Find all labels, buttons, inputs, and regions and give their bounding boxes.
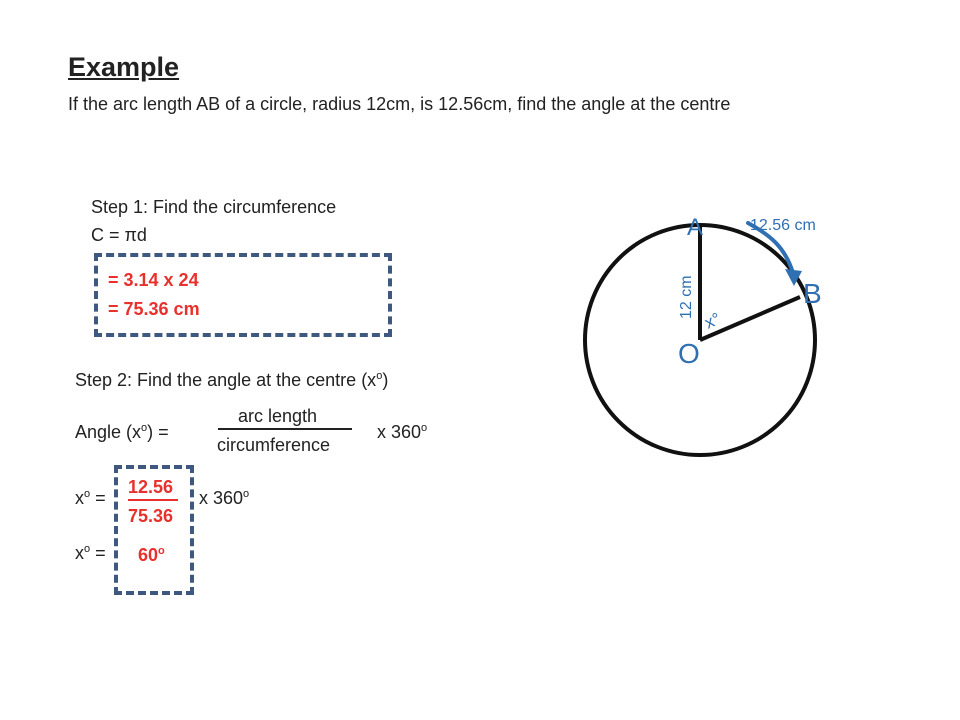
substitution-numerator: 12.56 — [128, 477, 174, 497]
substitution-multiplier: x 360$^o$ — [199, 488, 250, 508]
substitution-fraction-bar — [128, 499, 178, 501]
angle-formula-label: Angle $(x^o)$ = — [75, 422, 169, 442]
label-B: B — [803, 278, 822, 309]
arc-length-label: 12.56 cm — [750, 217, 816, 234]
step1-work-line1: = 3.14 x 24 — [108, 270, 199, 290]
substitution-lhs: $x^o$ = — [75, 488, 106, 508]
step1-working-box — [94, 253, 392, 337]
formula-numerator: arc length — [238, 406, 318, 426]
angle-label: x° — [701, 308, 724, 333]
step1-work-line2: = 75.36 cm — [108, 299, 200, 319]
label-O: O — [678, 338, 700, 369]
step2-heading: Step 2: Find the angle at the centre $(x^o)$ — [75, 370, 389, 390]
radius-label: 12 cm — [678, 275, 695, 319]
formula-fraction-bar — [218, 428, 352, 430]
formula-multiplier: x 360$^o$ — [377, 422, 428, 442]
label-A: A — [687, 214, 704, 241]
answer-value: 60$^o$ — [138, 545, 165, 565]
question-text: If the arc length AB of a circle, radius 12cm, is 12.56cm, find the angle at the centre — [68, 94, 731, 114]
page-title: Example — [68, 52, 180, 82]
formula-denominator: circumference — [217, 435, 331, 455]
substitution-denominator: 75.36 — [128, 506, 174, 526]
answer-lhs: $x^o$ = — [75, 543, 106, 563]
step1-formula: C = πd — [91, 225, 147, 245]
step1-heading: Step 1: Find the circumference — [91, 197, 337, 217]
circle-diagram — [580, 195, 860, 465]
